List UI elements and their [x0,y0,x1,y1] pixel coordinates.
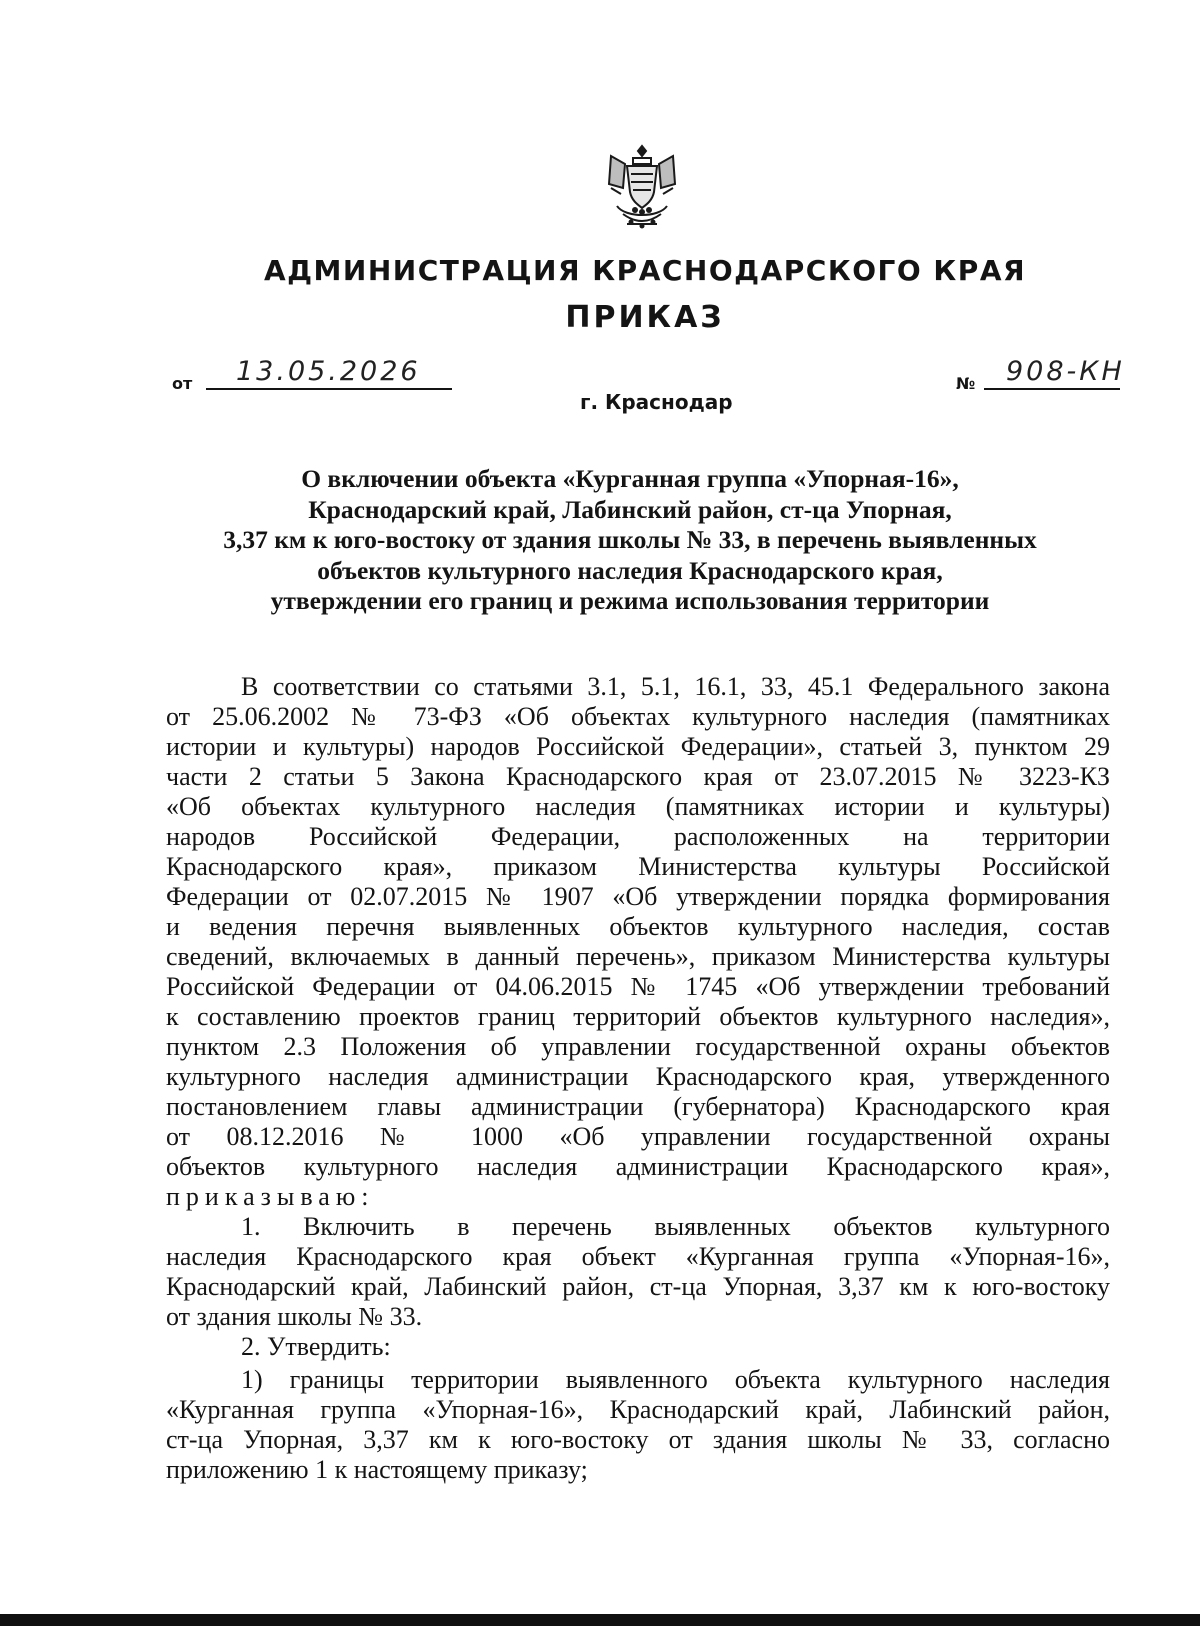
body-line: «Курганная группа «Упорная-16», Краснодарский край, Лабинский район, [166,1395,1110,1424]
body-line: В соответствии со статьями 3.1, 5.1, 16.1, 33, 45.1 Федерального закона [241,672,1110,701]
subject-line: О включении объекта «Курганная группа «Упорная-16», [301,464,959,493]
date-label: от [172,374,193,393]
krasnodar-coat-of-arms-icon [605,144,679,234]
document-body [166,672,1110,1485]
body-line: народов Российской Федерации, расположенных на территории [166,822,1110,851]
body-line: объектов культурного наследия администрации Краснодарского края», [166,1152,1110,1181]
organization-title: АДМИНИСТРАЦИЯ КРАСНОДАРСКОГО КРАЯ [263,254,1027,287]
body-line: культурного наследия администрации Краснодарского края, утвержденного [166,1062,1110,1091]
body-line: пунктом 2.3 Положения об управлении государственной охраны объектов [166,1032,1110,1061]
date-handwritten: 13.05.2026 [236,356,421,387]
body-line: к составлению проектов границ территорий объектов культурного наследия», [166,1002,1110,1031]
body-line: от 08.12.2016 № 1000 «Об управлении государственной охраны [166,1122,1110,1151]
scan-edge-bar [0,1614,1200,1626]
body-line: наследия Краснодарского края объект «Курганная группа «Упорная-16», [166,1242,1110,1271]
body-line: сведений, включаемых в данный перечень», приказом Министерства культуры [166,942,1110,971]
body-line: приложению 1 к настоящему приказу; [166,1455,588,1484]
subject-line: Краснодарский край, Лабинский район, ст-ца Упорная, [308,494,952,524]
subject-line: утверждении его границ и режима использования территории [270,586,990,615]
body-line: постановлением главы администрации (губернатора) Краснодарского края [166,1092,1110,1121]
number-handwritten: 908-КН [1006,356,1125,387]
number-label: № [956,374,976,393]
body-line: от здания школы № 33. [166,1302,423,1331]
order-keyword: приказываю: [166,1182,375,1211]
document-type: ПРИКАЗ [565,300,725,335]
body-line: и ведения перечня выявленных объектов культурного наследия, состав [166,912,1110,941]
subject-line: 3,37 км к юго-востоку от здания школы № 33, в перечень выявленных [223,525,1037,554]
body-line: Краснодарского края», приказом Министерства культуры Российской [166,852,1110,881]
body-line: Краснодарский край, Лабинский район, ст-ца Упорная, 3,37 км к юго-востоку [166,1272,1110,1301]
body-line: 1. Включить в перечень выявленных объектов культурного [241,1212,1110,1241]
body-line: «Об объектах культурного наследия (памятниках истории и культуры) [166,792,1110,821]
body-line: Российской Федерации от 04.06.2015 № 1745 «Об утверждении требований [166,972,1110,1001]
body-line: от 25.06.2002 № 73-ФЗ «Об объектах культурного наследия (памятниках [166,702,1110,731]
body-line: 1) границы территории выявленного объекта культурного наследия [241,1365,1110,1394]
subject-line: объектов культурного наследия Краснодарского края, [317,555,943,585]
body-line: ст-ца Упорная, 3,37 км к юго-востоку от здания школы № 33, согласно [166,1425,1110,1454]
body-line: Федерации от 02.07.2015 № 1907 «Об утверждении порядка формирования [166,882,1110,911]
subject-heading [170,464,1090,617]
city: г. Краснодар [580,390,733,414]
body-line: истории и культуры) народов Российской Федерации», статьей 3, пунктом 29 [166,732,1110,761]
body-line: части 2 статьи 5 Закона Краснодарского края от 23.07.2015 № 3223-КЗ [166,762,1110,791]
body-line: 2. Утвердить: [241,1332,391,1361]
